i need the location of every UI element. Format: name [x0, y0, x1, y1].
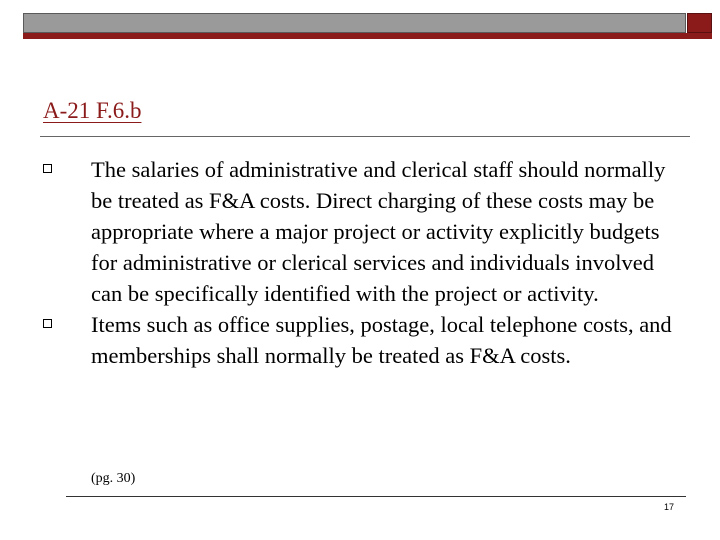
bullet-text: The salaries of administrative and clerical staff should normally be treated as F&A costs. Direct charging of these costs may be appropriate where a major project or activity explicitly budgets for administrative or clerical services and individuals involved can be specifically identified with the project or activity.: [91, 157, 666, 306]
slide-number: 17: [664, 502, 675, 512]
square-bullet-icon: [43, 164, 52, 173]
header-decoration: [23, 13, 712, 39]
bullet-list: [38, 154, 678, 371]
header-gray-band: [23, 13, 686, 33]
header-red-square: [687, 13, 712, 33]
slide-title: A-21 F.6.b: [43, 98, 142, 123]
bullet-item: [38, 154, 678, 309]
bullet-text: Items such as office supplies, postage, local telephone costs, and memberships shall normally be treated as F&A costs.: [91, 312, 672, 368]
square-bullet-icon: [43, 319, 52, 328]
bullet-item: [38, 309, 678, 371]
footer-divider: [66, 496, 686, 497]
header-red-band: [23, 33, 712, 39]
page-reference: (pg. 30): [91, 471, 136, 486]
title-divider: [40, 136, 690, 137]
